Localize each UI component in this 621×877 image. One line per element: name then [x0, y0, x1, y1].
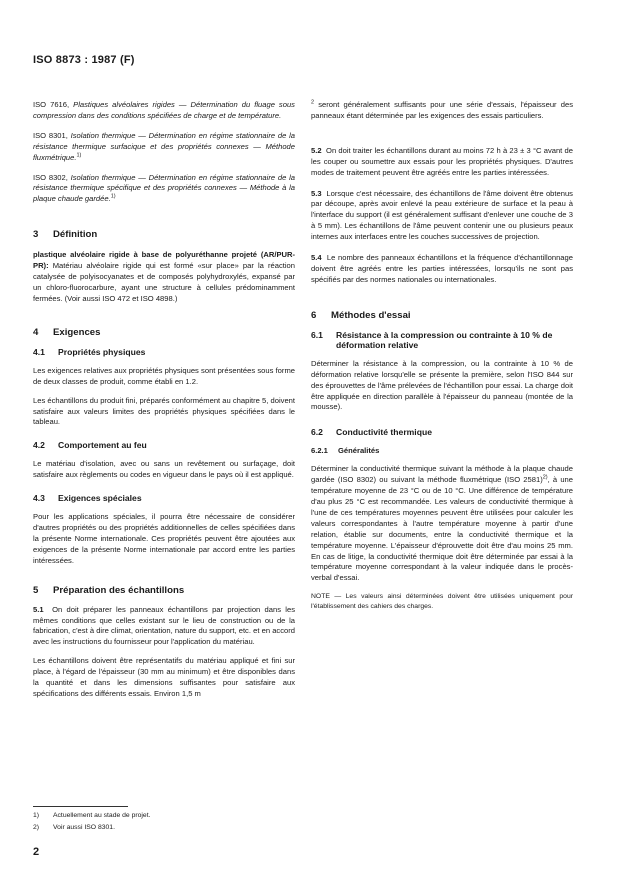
left-column [33, 100, 295, 700]
section-4-2-paragraph: Le matériau d'isolation, avec ou sans un revêtement ou surfaçage, doit satisfaire aux règlements ou codes en vigueur dans le pays où il est appliqué. [33, 459, 295, 480]
section-6-2-heading: 6.2 Conductivité thermique [311, 427, 432, 438]
note: NOTE — Les valeurs ainsi déterminées doivent être utilisées uniquement pour l'établissement des cahiers des charges. [311, 593, 573, 610]
reference-iso-8301: ISO 8301, Isolation thermique — Détermination en régime stationnaire de la résistance thermique surfacique et des propriétés connexes — Méthode fluxmétrique.$^{1)}$ [33, 130, 295, 162]
section-5-1-paragraph: 5.1 On doit préparer les panneaux échantillons par projection dans les mêmes conditions que celles existant sur le lieu de construction ou de la fabrication, c'est à dire climat, orientation, nature du support, etc. et en accord avec les instructions du fournisseur pour l'application du matériau. [33, 604, 295, 647]
footnote-divider [33, 806, 128, 807]
section-5-3-paragraph: 5.3 Lorsque c'est nécessaire, des échantillons de l'âme doivent être obtenus par découpe, après avoir enlevé la peau extérieure de surface et la peau à l'interface du support (il est généralement suffisant d'enlever une couche de 3 à 5 mm). Les échantillons de l'âme peuvent contenir une ou plusieurs peaux internes aux interfaces entre les couches successives de projection. [311, 188, 573, 242]
section-6-2-1-paragraph: Déterminer la conductivité thermique suivant la méthode à la plaque chaude gardée (ISO 8302) ou suivant la méthode fluxmétrique (ISO 2581)$^{2)}$, à une température moyenne de 23 °C ou de 10 °C. Une différence de température d'au plus 25 °C est recommandée. Les valeurs de conductivité thermique à l'une de ces températures moyennes peuvent être utilisées pour calculer les valeurs correspondantes à l'autre température moyenne à partir d'une relation, établie sur documents, entre la conductivité thermique et la température moyenne. L'épaisseur d'éprouvette doit être d'au moins 25 mm. En cas de litige, la conductivité thermique doit être déterminée par essai à la température moyenne correspondant à la valeur indiquée dans le procès-verbal d'essai. [311, 464, 573, 583]
section-5-4-paragraph: 5.4 Le nombre des panneaux échantillons et la fréquence d'échantillonnage doivent être agréés entre les parties intéressées, lorsqu'ils ne sont pas spécifiés par des normes nationales ou internationales. [311, 253, 573, 284]
section-4-1-heading: 4.1 Propriétés physiques [33, 346, 146, 357]
section-4-2-heading: 4.2 Comportement au feu [33, 440, 147, 451]
section-5-2-paragraph: 5.2 On doit traiter les échantillons durant au moins 72 h à 23 ± 3 °C avant de les couper ou soumettre aux essais pour les propriétés physiques. D'autres modes de traitement peuvent être agréés entre les parties intéressées. [311, 145, 573, 177]
section-4-1-paragraph-1: Les exigences relatives aux propriétés physiques sont présentées sous forme de deux classes de produit, comme établi en 1.2. [33, 365, 295, 386]
section-5-heading: 5 Préparation des échantillons [33, 584, 185, 596]
section-6-1-heading: 6.1 Résistance à la compression ou contrainte à 10 % de déformation relative [311, 329, 553, 350]
section-4-1-paragraph-2: Les échantillons du produit fini, préparés conformément au chapitre 5, doivent satisfaire aux valeurs limites des propriétés physiques spécifiées dans le tableau. [33, 395, 295, 427]
footnote-1: 1) Actuellement au stade de projet. [33, 812, 151, 819]
section-6-1-paragraph: Déterminer la résistance à la compression, ou la contrainte à 10 % de déformation relative lorsqu'elle se présente la première, selon l'ISO 844 sur des éprouvettes de l'âme prélevées de l'échantillon pour essai. La charge doit être appliquée en direction parallèle à l'épaisseur du panneau (montée de la mousse). [311, 358, 573, 412]
page-number: 2 [33, 846, 40, 858]
section-5-1-paragraph-continued: Les échantillons doivent être représentatifs du matériau appliqué et fini sur place, à l'égard de l'épaisseur (30 mm au minimum) et être disponibles dans la quantité et dans les dimensions suffisantes pour satisfaire aux spécifications des différents essais. Environ 1,5 m [33, 656, 295, 698]
section-6-heading: 6 Méthodes d'essai [311, 309, 411, 321]
section-4-heading: 4 Exigences [33, 326, 101, 338]
section-4-3-heading: 4.3 Exigences spéciales [33, 493, 142, 504]
right-column [311, 100, 573, 611]
section-5-1-continuation: $^2$ seront généralement suffisants pour une série d'essais, l'épaisseur des panneaux étant déterminée par les exigences des essais particuliers. [311, 99, 573, 120]
footnote-2: 2) Voir aussi ISO 8301. [33, 824, 115, 831]
section-6-2-1-heading: 6.2.1 Généralités [311, 446, 380, 456]
section-4-3-paragraph: Pour les applications spéciales, il pourra être nécessaire de considérer d'autres propriétés ou des propriétés additionnelles de celles spécifiées dans la présente Norme internationale. Ces propriétés peuvent être ajoutées aux exigences de la présente Norme internationale par accord entre les parties intéressées. [33, 512, 295, 565]
reference-iso-8302: ISO 8302, Isolation thermique — Détermination en régime stationnaire de la résistance thermique spécifique et des propriétés connexes — Méthode à la plaque chaude gardée.$^{1)}$ [33, 172, 295, 204]
section-3-heading: 3 Définition [33, 229, 98, 241]
definition-paragraph: plastique alvéolaire rigide à base de polyuréthanne projeté (AR/PUR-PR): Matériau alvéolaire rigide qui est formé «sur place» par la réaction catalysée de polyisocyanates et de composés polyhydroxylés, expansé par un chloro-fluorocarbure, ayant une structure à cellules prédominamment fermées. (Voir aussi ISO 472 et ISO 4898.) [33, 250, 295, 303]
document-id: ISO 8873 : 1987 (F) [33, 54, 135, 66]
reference-iso-7616: ISO 7616, Plastiques alvéolaires rigides — Détermination du fluage sous compression dans des conditions spécifiées de charge et de température. [33, 100, 295, 120]
